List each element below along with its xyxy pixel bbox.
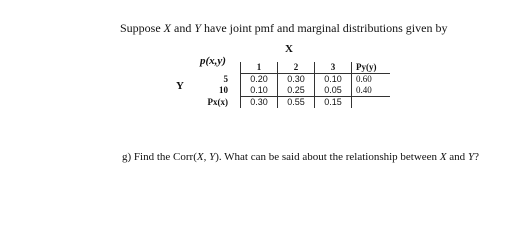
question-var-y: Y — [467, 151, 475, 163]
y-value: 10 — [219, 85, 228, 96]
table-cell: 0.20 — [241, 74, 278, 86]
py-value: 0.60 — [352, 74, 391, 86]
px-label: Px(x) — [207, 96, 228, 107]
question-and: and — [446, 151, 468, 163]
intro-var-y: Y — [194, 21, 202, 35]
table-cell: 0.25 — [278, 85, 315, 97]
header-empty — [192, 62, 241, 74]
table-cell: 0.05 — [315, 85, 352, 97]
intro-pre: Suppose — [120, 21, 164, 35]
x-value-1: 1 — [241, 62, 278, 74]
table-row — [192, 85, 390, 97]
py-value: 0.40 — [352, 85, 391, 97]
px-value: 0.15 — [315, 97, 352, 109]
px-value: 0.30 — [241, 97, 278, 109]
question-pre: g) Find the Corr( — [122, 151, 197, 163]
intro-post: have joint pmf and marginal distributions given by — [201, 21, 448, 35]
px-value: 0.55 — [278, 97, 315, 109]
intro-var-x: X — [163, 21, 172, 35]
table-header-row — [192, 62, 390, 74]
table-cell: 0.10 — [241, 85, 278, 97]
x-value-3: 3 — [315, 62, 352, 74]
intro-text — [120, 21, 447, 36]
joint-pmf-table — [192, 62, 390, 108]
x-axis-label: X — [285, 43, 293, 55]
table-cell: 0.30 — [278, 74, 315, 86]
question-var-x: X — [439, 151, 447, 163]
y-axis-label: Y — [176, 80, 184, 92]
pmf-corner-label: p(x,y) — [200, 55, 226, 67]
question-mid: ). What can be said about the relationship between — [215, 151, 440, 163]
table-row — [192, 74, 390, 86]
py-header: Py(y) — [352, 62, 391, 74]
px-row-end — [352, 97, 391, 109]
x-value-2: 2 — [278, 62, 315, 74]
table-cell: 0.10 — [315, 74, 352, 86]
y-value: 5 — [223, 73, 228, 84]
question-args: X, Y — [196, 151, 216, 163]
question-end: ? — [474, 151, 479, 163]
intro-mid: and — [171, 21, 195, 35]
px-row — [192, 97, 390, 109]
question-g — [122, 151, 479, 163]
